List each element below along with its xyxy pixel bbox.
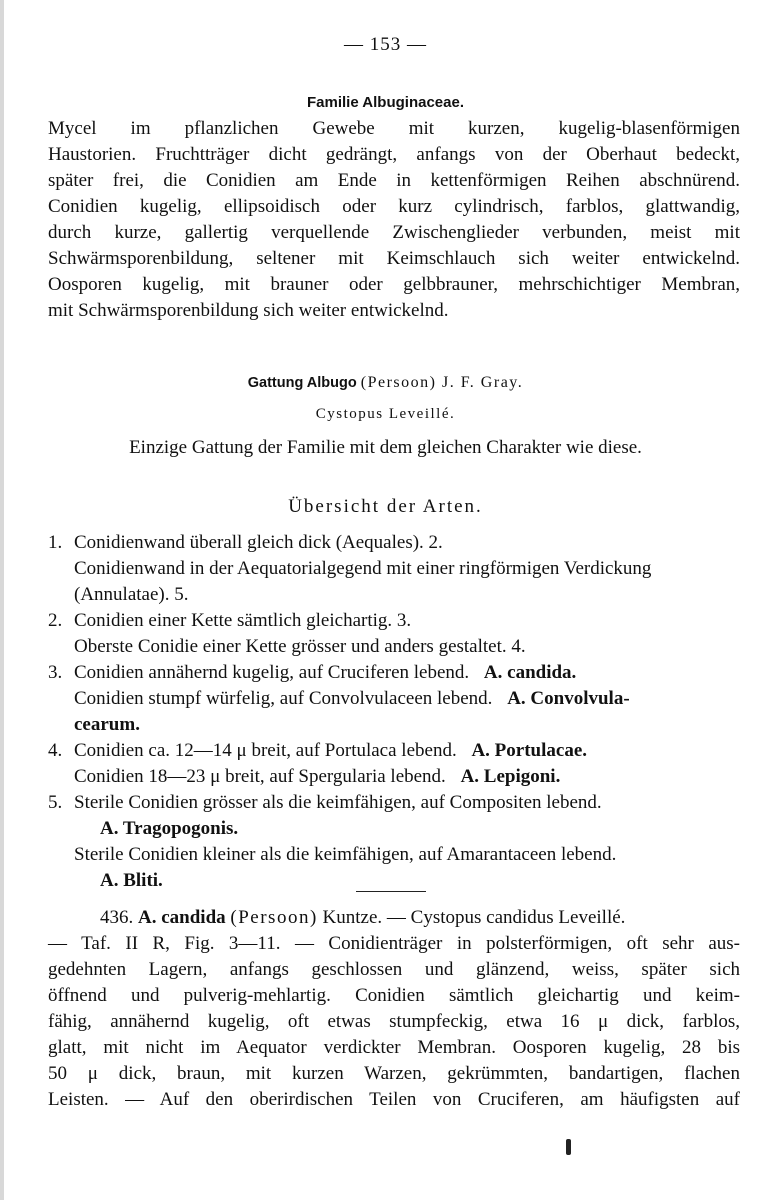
species-name: A. Tragopogonis. [100,818,239,839]
key-line: (Annulatae). 5. [74,584,189,605]
species-name: cearum. [74,714,140,735]
genus-author: (Persoon) J. F. Gray. [360,374,524,391]
text-line: gedehnten Lagern, anfangs geschlossen und glänzend, weiss, später sich [48,959,740,980]
key-text: Conidienwand überall gleich dick (Aequales). 2. [74,532,443,553]
key-line: Oberste Conidie einer Kette grösser und anders gestaltet. 4. [74,636,526,657]
family-description [48,116,740,324]
text-line: Oosporen kugelig, mit brauner oder gelbbrauner, mehrschichtiger Membran, [48,274,740,295]
text-line: Conidien kugelig, ellipsoidisch oder kurz cylindrisch, farblos, glattwandig, [48,196,740,217]
key-text: Conidien annähernd kugelig, auf Cruciferen lebend. [74,662,470,683]
page-edge-shadow [0,0,4,1200]
key-line [48,738,748,764]
text-line: glatt, mit nicht im Aequator verdickter Membran. Oosporen kugelig, 28 bis [48,1037,740,1058]
key-text: Sterile Conidien grösser als die keimfähigen, auf Compositen lebend. [74,792,602,813]
key-text: Conidien stumpf würfelig, auf Convolvulaceen lebend. [74,688,493,709]
key-number: 5. [48,792,63,813]
key-text: Conidien ca. 12—14 μ breit, auf Portulaca lebend. [74,740,457,761]
key-number: 4. [48,740,63,761]
section-divider [356,891,426,892]
key-number: 2. [48,610,63,631]
key-line: Conidienwand in der Aequatorialgegend mit einer ringförmigen Verdickung [74,558,652,579]
text-line: Leisten. — Auf den oberirdischen Teilen von Cruciferen, am häufigsten auf [48,1089,740,1110]
key-line: Sterile Conidien kleiner als die keimfähigen, auf Amarantaceen lebend. [74,844,617,865]
text-line: Mycel im pflanzlichen Gewebe mit kurzen, kugelig-blasenförmigen [48,118,740,139]
genus-description: Einzige Gattung der Familie mit dem gleichen Charakter wie diese. [129,437,642,458]
key-line [48,790,748,816]
key-title: Übersicht der Arten. [288,496,483,517]
text-line: später frei, die Conidien am Ende in kettenförmigen Reihen abschnürend. [48,170,740,191]
ink-speck [566,1139,571,1155]
text-line [48,905,740,931]
key-line [48,660,748,686]
genus-name: Gattung Albugo [247,375,357,391]
key-line [48,608,748,634]
text-line: durch kurze, gallertig verquellende Zwischenglieder verbunden, meist mit [48,222,740,243]
key-line [48,686,748,712]
text-line: fähig, annähernd kugelig, oft etwas stumpfeckig, etwa 16 μ dick, farblos, [48,1011,740,1032]
key-line [48,764,748,790]
text-line: mit Schwärmsporenbildung sich weiter entwickelnd. [48,300,449,321]
text-line: Haustorien. Fruchtträger dicht gedrängt, anfangs von der Oberhaut bedeckt, [48,144,740,165]
text-line: 50 μ dick, braun, mit kurzen Warzen, gekrümmten, bandartigen, flachen [48,1063,740,1084]
species-entry [48,905,740,1113]
species-author: (Persoon) [230,907,318,928]
text-line: — Taf. II R, Fig. 3—11. — Conidienträger in polsterförmigen, oft sehr aus- [48,933,740,954]
species-name: A. Lepigoni. [460,766,561,787]
species-number: 436. [100,907,134,928]
genus-heading [0,374,771,392]
key-text: Conidien 18—23 μ breit, auf Spergularia lebend. [74,766,446,787]
genus-synonym: Cystopus Leveillé. [315,406,456,422]
species-name: A. Bliti. [100,870,163,891]
key-line [48,530,748,556]
species-name: A. candida. [483,662,577,683]
species-key [48,530,748,894]
key-text: Conidien einer Kette sämtlich gleichartig. 3. [74,610,412,631]
text-line: öffnend und pulverig-mehlartig. Conidien sämtlich gleichartig und keim- [48,985,740,1006]
text-line: Schwärmsporenbildung, seltener mit Keimschlauch sich weiter entwickelnd. [48,248,740,269]
species-name: A. Portulacae. [471,740,588,761]
species-name: A. candida [138,907,226,928]
key-number: 3. [48,662,63,683]
page-number: — 153 — [344,34,427,55]
key-number: 1. [48,532,63,553]
species-name: A. Convolvula- [507,688,630,709]
species-synonym: Kuntze. — Cystopus candidus Leveillé. [322,907,626,928]
family-title: Familie Albuginaceae. [307,94,464,111]
